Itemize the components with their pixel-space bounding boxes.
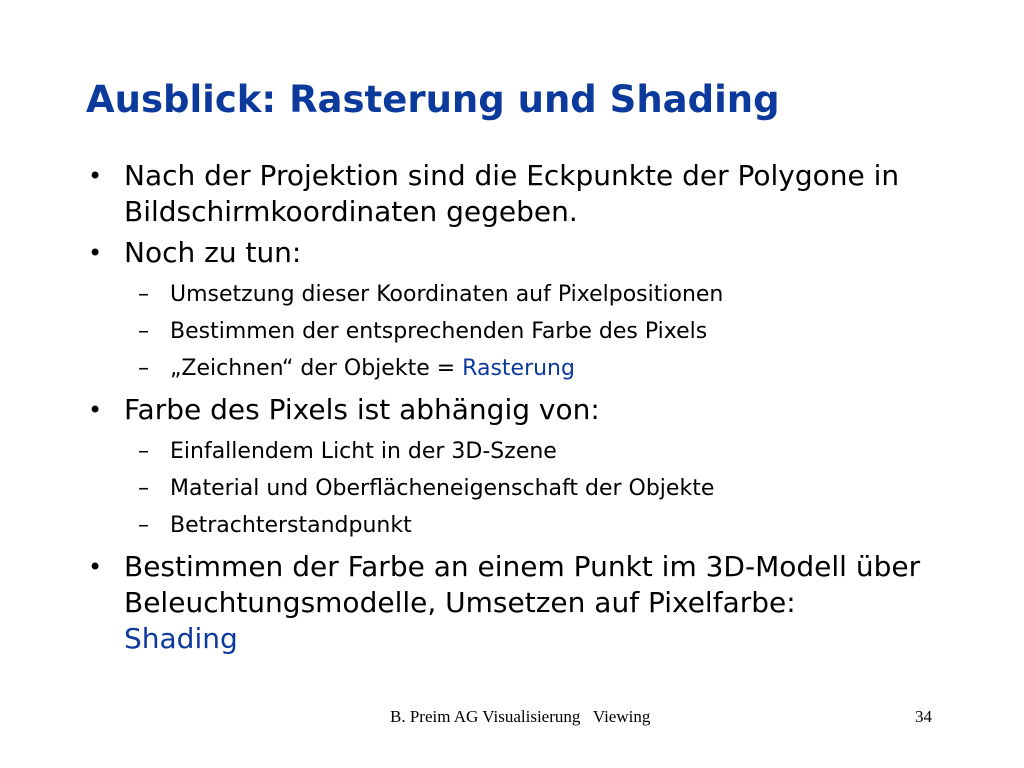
page-number: 34 bbox=[915, 707, 932, 726]
bullet-item bbox=[86, 392, 946, 428]
dash-marker: – bbox=[138, 319, 149, 344]
dash-marker: – bbox=[138, 356, 149, 381]
sub-item bbox=[86, 470, 946, 507]
footer-author-topic: B. Preim AG Visualisierung Viewing bbox=[390, 707, 651, 726]
slide-title: Ausblick: Rasterung und Shading bbox=[86, 78, 780, 121]
sub-item bbox=[86, 433, 946, 470]
sub-item bbox=[86, 507, 946, 544]
bullet-marker: • bbox=[88, 239, 103, 267]
dash-marker: – bbox=[138, 513, 149, 538]
bullet-text: Farbe des Pixels ist abhängig von: bbox=[124, 393, 600, 426]
highlight-term-rasterung: Rasterung bbox=[462, 356, 575, 381]
sub-item bbox=[86, 313, 946, 350]
sub-item-text: Bestimmen der entsprechenden Farbe des Pixels bbox=[170, 319, 708, 344]
dash-marker: – bbox=[138, 476, 149, 501]
bullet-marker: • bbox=[88, 162, 103, 190]
dash-marker: – bbox=[138, 282, 149, 307]
dash-marker: – bbox=[138, 439, 149, 464]
sub-item-text: „Zeichnen“ der Objekte = bbox=[170, 356, 463, 381]
sub-list bbox=[86, 276, 946, 387]
sub-item-text: Betrachterstandpunkt bbox=[170, 513, 412, 538]
sub-list bbox=[86, 433, 946, 544]
sub-item-text: Material und Oberflächeneigenschaft der Objekte bbox=[170, 476, 715, 501]
bullet-text: Noch zu tun: bbox=[124, 236, 302, 269]
bullet-item bbox=[86, 158, 946, 230]
bullet-item bbox=[86, 549, 946, 657]
bullet-marker: • bbox=[88, 396, 103, 424]
bullet-marker: • bbox=[88, 553, 103, 581]
bullet-text: Bestimmen der Farbe an einem Punkt im 3D-Modell über Beleuchtungsmodelle, Umsetzen auf Pixelfarbe: bbox=[124, 550, 921, 619]
highlight-term-shading: Shading bbox=[124, 622, 238, 655]
sub-item-text: Umsetzung dieser Koordinaten auf Pixelpositionen bbox=[170, 282, 724, 307]
bullet-text: Nach der Projektion sind die Eckpunkte der Polygone in Bildschirmkoordinaten gegeben. bbox=[124, 159, 900, 228]
sub-item bbox=[86, 350, 946, 387]
bullet-item bbox=[86, 235, 946, 271]
sub-item bbox=[86, 276, 946, 313]
slide-body bbox=[86, 158, 946, 662]
sub-item-text: Einfallendem Licht in der 3D-Szene bbox=[170, 439, 557, 464]
